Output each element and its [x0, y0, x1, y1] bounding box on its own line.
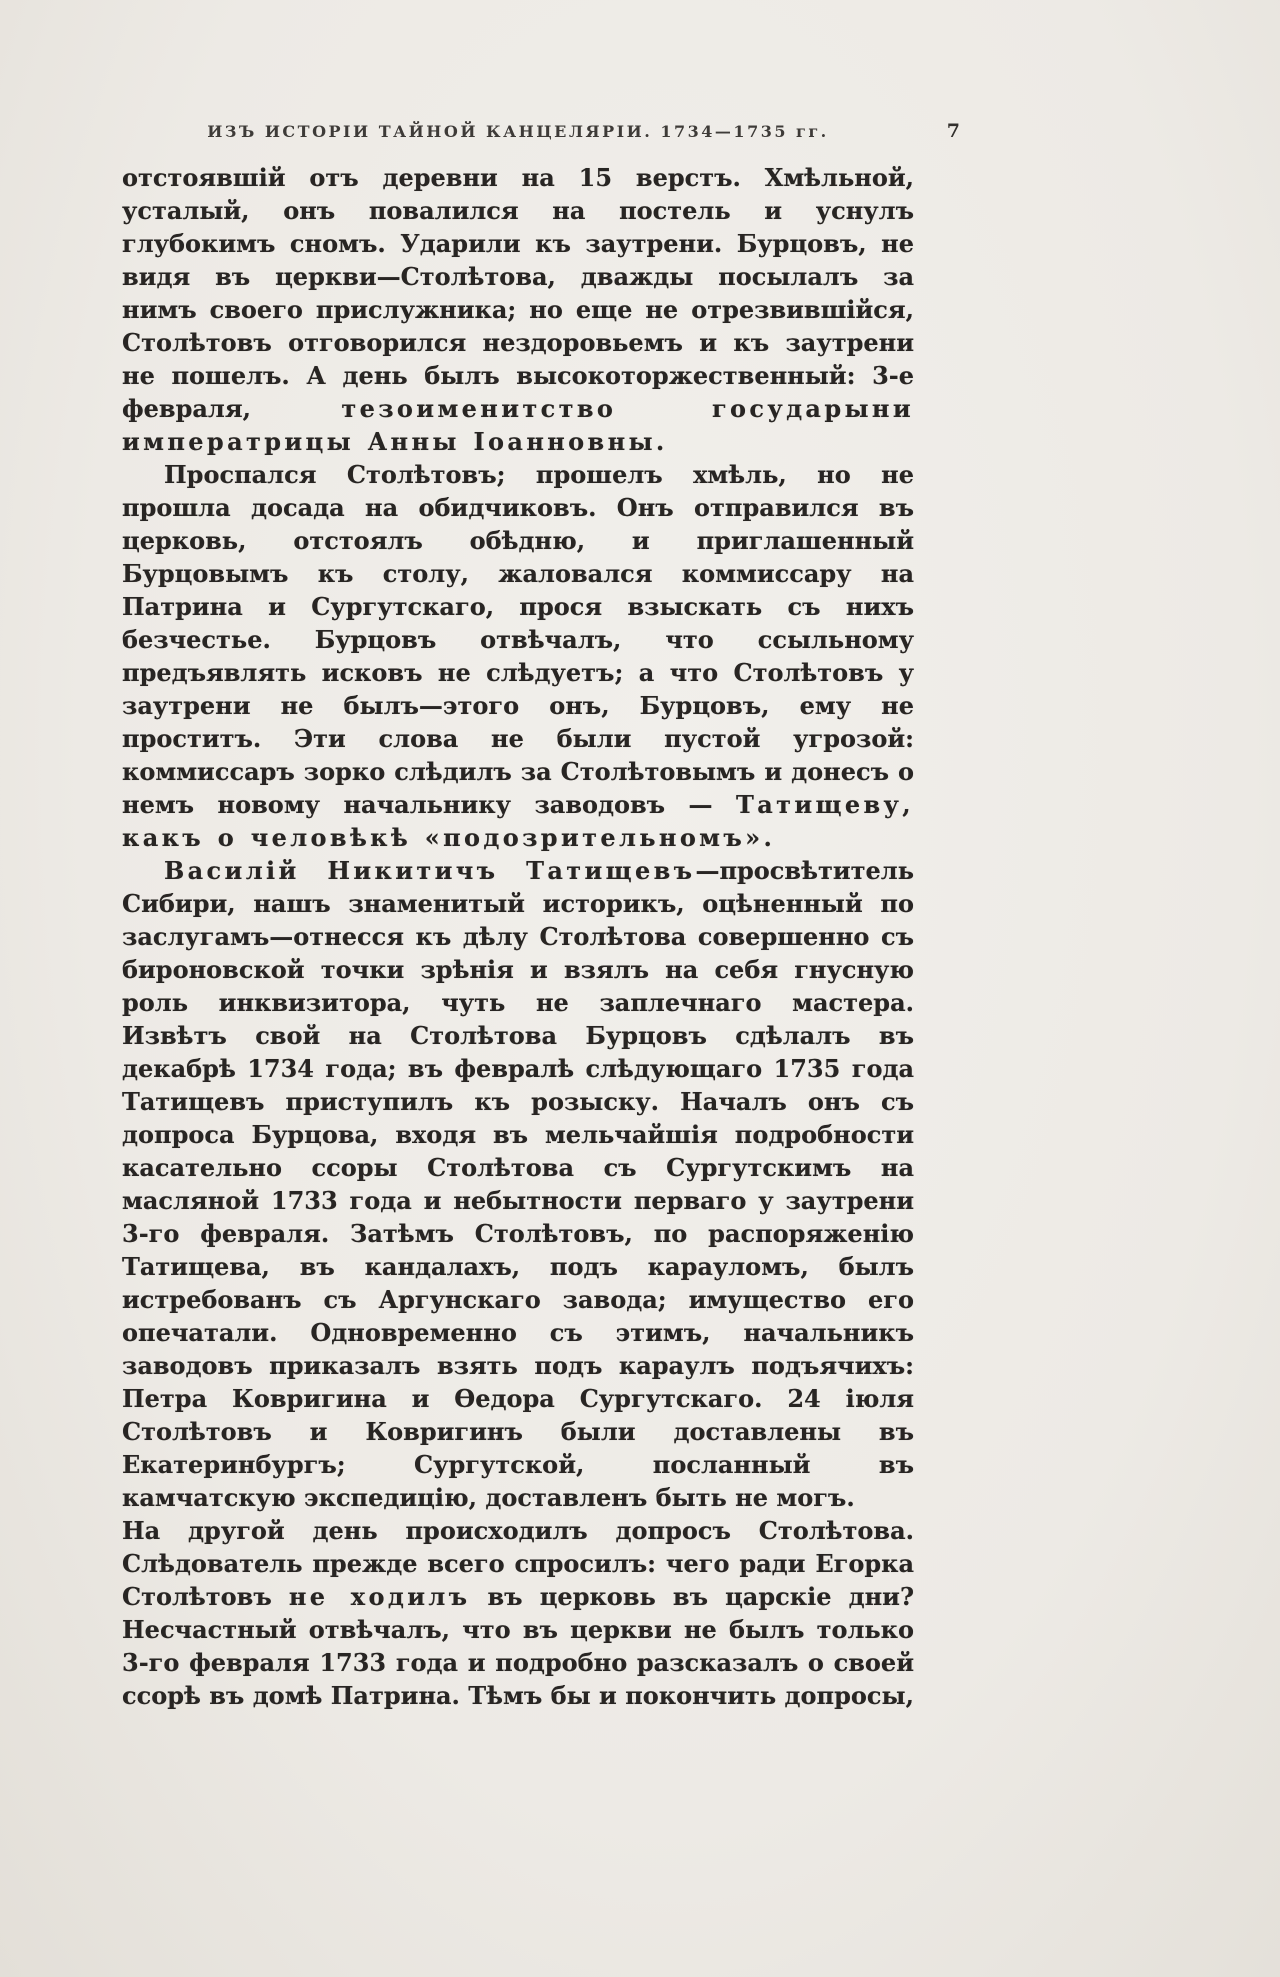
paragraph-4-text-2: въ церковь въ царскіе дни? Несчастный отвѣчалъ, что въ церкви не былъ только 3-го февраля 1733 года и подробно разсказалъ о своей ссорѣ въ домѣ Патрина. Тѣмъ бы и покончить допросы,	[122, 1582, 915, 1710]
running-title: ИЗЪ ИСТОРІИ ТАЙНОЙ КАНЦЕЛЯРІИ. 1734—1735 гг.	[207, 122, 829, 141]
paragraph-2	[122, 458, 914, 854]
paragraph-1-emphasis: тезоименитство государыни императрицы Анны Іоанновны.	[122, 394, 914, 456]
paragraph-2-emphasis: Татищеву, какъ о человѣкѣ «подозрительномъ».	[122, 790, 914, 852]
page-number: 7	[946, 120, 960, 142]
paragraph-4	[122, 1514, 914, 1712]
paragraph-2-text: Проспался Столѣтовъ; прошелъ хмѣль, но не прошла досада на обидчиковъ. Онъ отправился въ церковь, отстоялъ обѣдню, и приглашенный Бурцовымъ къ столу, жаловался коммиссару на Патрина и Сургутскаго, прося взыскать съ нихъ безчестье. Бурцовъ отвѣчалъ, что ссыльному предъявлять исковъ не слѣдуетъ; а что Столѣтовъ у заутрени не былъ—этого онъ, Бурцовъ, ему не проститъ. Эти слова не были пустой угрозой: коммиссаръ зорко слѣдилъ за Столѣтовымъ и донесъ о немъ новому начальнику заводовъ —	[122, 460, 914, 819]
text-block	[122, 161, 914, 1712]
paragraph-1	[122, 161, 914, 458]
paragraph-3-emphasis: Василій Никитичъ Татищевъ	[164, 856, 696, 885]
paragraph-4-text: На другой день происходилъ допросъ Столѣтова. Слѣдователь прежде всего спросилъ: чего ради Егорка Столѣтовъ	[122, 1516, 914, 1611]
page-header	[122, 120, 960, 148]
paragraph-4-emphasis: не ходилъ	[288, 1582, 471, 1611]
page-content	[122, 0, 960, 1712]
paragraph-1-text: отстоявшій отъ деревни на 15 верстъ. Хмѣльной, усталый, онъ повалился на постель и уснулъ глубокимъ сномъ. Ударили къ заутрени. Бурцовъ, не видя въ церкви—Столѣтова, дважды посылалъ за нимъ своего прислужника; но еще не отрезвившійся, Столѣтовъ отговорился нездоровьемъ и къ заутрени не пошелъ. А день былъ высокоторжественный: 3-е февраля,	[122, 163, 914, 423]
paragraph-3	[122, 854, 914, 1514]
paragraph-3-text: —просвѣтитель Сибири, нашъ знаменитый историкъ, оцѣненный по заслугамъ—отнесся къ дѣлу Столѣтова совершенно съ бироновской точки зрѣнія и взялъ на себя гнусную роль инквизитора, чуть не заплечнаго мастера. Извѣтъ свой на Столѣтова Бурцовъ сдѣлалъ въ декабрѣ 1734 года; въ февралѣ слѣдующаго 1735 года Татищевъ приступилъ къ розыску. Началъ онъ съ допроса Бурцова, входя въ мельчайшія подробности касательно ссоры Столѣтова съ Сургутскимъ на масляной 1733 года и небытности перваго у заутрени 3-го февраля. Затѣмъ Столѣтовъ, по распоряженію Татищева, въ кандалахъ, подъ карауломъ, былъ истребованъ съ Аргунскаго завода; имущество его опечатали. Одновременно съ этимъ, начальникъ заводовъ приказалъ взять подъ караулъ подъячихъ: Петра Ковригина и Ѳедора Сургутскаго. 24 іюля Столѣтовъ и Ковригинъ были доставлены въ Екатеринбургъ; Сургутской, посланный въ камчатскую экспедицію, доставленъ быть не могъ.	[122, 856, 914, 1512]
